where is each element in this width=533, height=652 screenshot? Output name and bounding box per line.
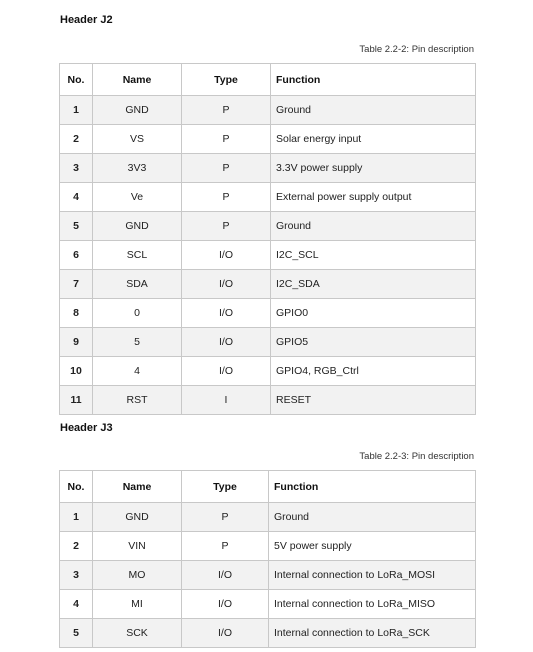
cell-type: P xyxy=(182,96,271,125)
cell-function: Internal connection to LoRa_SCK xyxy=(269,619,476,648)
cell-no: 5 xyxy=(60,212,93,241)
cell-function: 3.3V power supply xyxy=(271,154,476,183)
table-caption-j2: Table 2.2-2: Pin description xyxy=(359,44,474,55)
table-row xyxy=(60,590,476,619)
table-row xyxy=(60,241,476,270)
cell-function: GPIO4, RGB_Ctrl xyxy=(271,357,476,386)
cell-no: 2 xyxy=(60,532,93,561)
table-row xyxy=(60,561,476,590)
cell-no: 11 xyxy=(60,386,93,415)
cell-name: 4 xyxy=(93,357,182,386)
cell-no: 9 xyxy=(60,328,93,357)
cell-name: 3V3 xyxy=(93,154,182,183)
cell-type: I/O xyxy=(182,590,269,619)
cell-function: 5V power supply xyxy=(269,532,476,561)
cell-no: 3 xyxy=(60,561,93,590)
cell-type: I/O xyxy=(182,619,269,648)
column-header-name: Name xyxy=(93,471,182,503)
cell-no: 10 xyxy=(60,357,93,386)
cell-function: I2C_SDA xyxy=(271,270,476,299)
section-heading-j3: Header J3 xyxy=(60,422,113,434)
cell-type: I/O xyxy=(182,299,271,328)
cell-no: 4 xyxy=(60,183,93,212)
cell-type: P xyxy=(182,212,271,241)
cell-name: 0 xyxy=(93,299,182,328)
pin-table-j2 xyxy=(59,63,476,415)
cell-no: 1 xyxy=(60,96,93,125)
section-heading-j2: Header J2 xyxy=(60,14,113,26)
cell-type: I xyxy=(182,386,271,415)
cell-no: 6 xyxy=(60,241,93,270)
cell-no: 8 xyxy=(60,299,93,328)
pin-table-j3 xyxy=(59,470,476,648)
cell-no: 3 xyxy=(60,154,93,183)
column-header-no: No. xyxy=(60,64,93,96)
table-row xyxy=(60,619,476,648)
table-header-row xyxy=(60,64,476,96)
table-row xyxy=(60,299,476,328)
cell-name: Ve xyxy=(93,183,182,212)
cell-name: VS xyxy=(93,125,182,154)
table-caption-j3: Table 2.2-3: Pin description xyxy=(359,451,474,462)
column-header-function: Function xyxy=(271,64,476,96)
cell-name: 5 xyxy=(93,328,182,357)
cell-name: MO xyxy=(93,561,182,590)
cell-no: 7 xyxy=(60,270,93,299)
cell-type: P xyxy=(182,154,271,183)
cell-function: GPIO0 xyxy=(271,299,476,328)
cell-type: I/O xyxy=(182,357,271,386)
table-row xyxy=(60,183,476,212)
table-row xyxy=(60,357,476,386)
cell-no: 2 xyxy=(60,125,93,154)
table-row xyxy=(60,386,476,415)
cell-name: VIN xyxy=(93,532,182,561)
cell-name: SDA xyxy=(93,270,182,299)
cell-function: Ground xyxy=(271,96,476,125)
cell-function: Internal connection to LoRa_MOSI xyxy=(269,561,476,590)
cell-function: I2C_SCL xyxy=(271,241,476,270)
cell-name: MI xyxy=(93,590,182,619)
cell-name: GND xyxy=(93,503,182,532)
cell-name: SCL xyxy=(93,241,182,270)
cell-name: RST xyxy=(93,386,182,415)
cell-function: External power supply output xyxy=(271,183,476,212)
table-row xyxy=(60,270,476,299)
cell-type: I/O xyxy=(182,270,271,299)
column-header-function: Function xyxy=(269,471,476,503)
cell-type: I/O xyxy=(182,561,269,590)
cell-function: RESET xyxy=(271,386,476,415)
cell-function: Ground xyxy=(271,212,476,241)
table-row xyxy=(60,212,476,241)
cell-no: 1 xyxy=(60,503,93,532)
table-row xyxy=(60,532,476,561)
column-header-name: Name xyxy=(93,64,182,96)
table-header-row xyxy=(60,471,476,503)
cell-type: P xyxy=(182,532,269,561)
cell-type: P xyxy=(182,125,271,154)
cell-type: P xyxy=(182,183,271,212)
cell-name: GND xyxy=(93,212,182,241)
cell-function: Internal connection to LoRa_MISO xyxy=(269,590,476,619)
cell-name: GND xyxy=(93,96,182,125)
cell-function: Solar energy input xyxy=(271,125,476,154)
cell-name: SCK xyxy=(93,619,182,648)
table-row xyxy=(60,503,476,532)
table-row xyxy=(60,154,476,183)
table-row xyxy=(60,96,476,125)
column-header-type: Type xyxy=(182,64,271,96)
cell-function: Ground xyxy=(269,503,476,532)
cell-no: 5 xyxy=(60,619,93,648)
column-header-no: No. xyxy=(60,471,93,503)
table-row xyxy=(60,328,476,357)
column-header-type: Type xyxy=(182,471,269,503)
table-row xyxy=(60,125,476,154)
cell-no: 4 xyxy=(60,590,93,619)
cell-type: P xyxy=(182,503,269,532)
cell-type: I/O xyxy=(182,328,271,357)
cell-function: GPIO5 xyxy=(271,328,476,357)
cell-type: I/O xyxy=(182,241,271,270)
